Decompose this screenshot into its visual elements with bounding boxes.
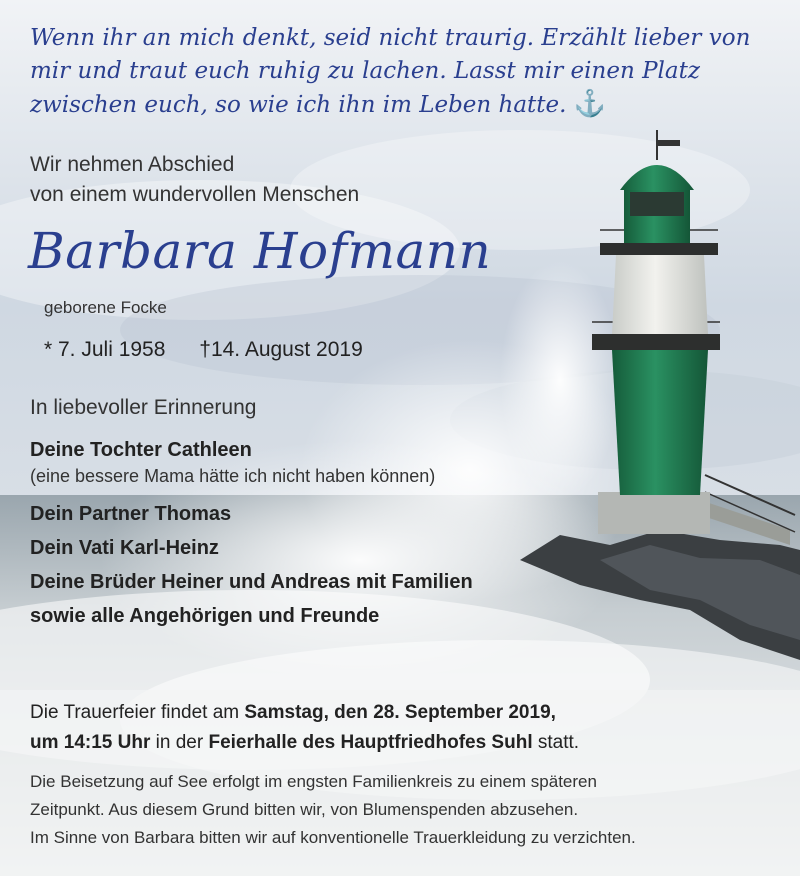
mourner-daughter: Deine Tochter Cathleen [30,439,252,461]
funeral-line-1 [30,698,579,728]
mourner-father: Dein Vati Karl-Heinz [30,537,219,559]
deceased-name: Barbara Hofmann [28,222,492,280]
intro-text [30,150,359,210]
intro-line: von einem wundervollen Menschen [30,183,360,206]
funeral-text: in der [150,732,209,753]
death-date: †14. August 2019 [199,338,363,361]
life-dates [44,338,391,362]
poem-line-text: zwischen euch, so wie ich ihn im Leben hatte. [30,92,567,118]
funeral-line-2 [30,728,579,758]
burial-info [30,768,636,852]
funeral-text: statt. [532,732,580,753]
burial-line: Im Sinne von Barbara bitten wir auf konventionelle Trauerkleidung zu verzichten. [30,828,636,847]
funeral-date: Samstag, den 28. September 2019, [244,702,556,723]
burial-line: Die Beisetzung auf See erfolgt im engsten Familienkreis zu einem späteren [30,772,597,791]
funeral-info [30,698,579,758]
memory-line: In liebevoller Erinnerung [30,396,257,419]
funeral-place: Feierhalle des Hauptfriedhofes Suhl [208,732,533,753]
mourner-partner: Dein Partner Thomas [30,503,232,525]
mourners-list [30,436,473,630]
mourner-daughter-note: (eine bessere Mama hätte ich nicht haben können) [30,466,436,486]
mourner-others: sowie alle Angehörigen und Freunde [30,605,380,627]
birth-date: * 7. Juli 1958 [44,338,166,361]
funeral-time: um 14:15 Uhr [30,732,151,753]
poem-quote [30,22,770,122]
poem-line: mir und traut euch ruhig zu lachen. Lasst mir einen Platz [30,58,700,84]
mourner-brothers: Deine Brüder Heiner und Andreas mit Familien [30,571,473,593]
poem-line: Wenn ihr an mich denkt, seid nicht traurig. Erzählt lieber von [30,25,751,51]
funeral-text: Die Trauerfeier findet am [30,702,245,723]
anchor-icon: ⚓ [573,89,607,119]
intro-line: Wir nehmen Abschied [30,153,235,176]
poem-line [30,88,770,122]
burial-line: Zeitpunkt. Aus diesem Grund bitten wir, von Blumenspenden abzusehen. [30,800,579,819]
birth-name: geborene Focke [44,298,167,317]
